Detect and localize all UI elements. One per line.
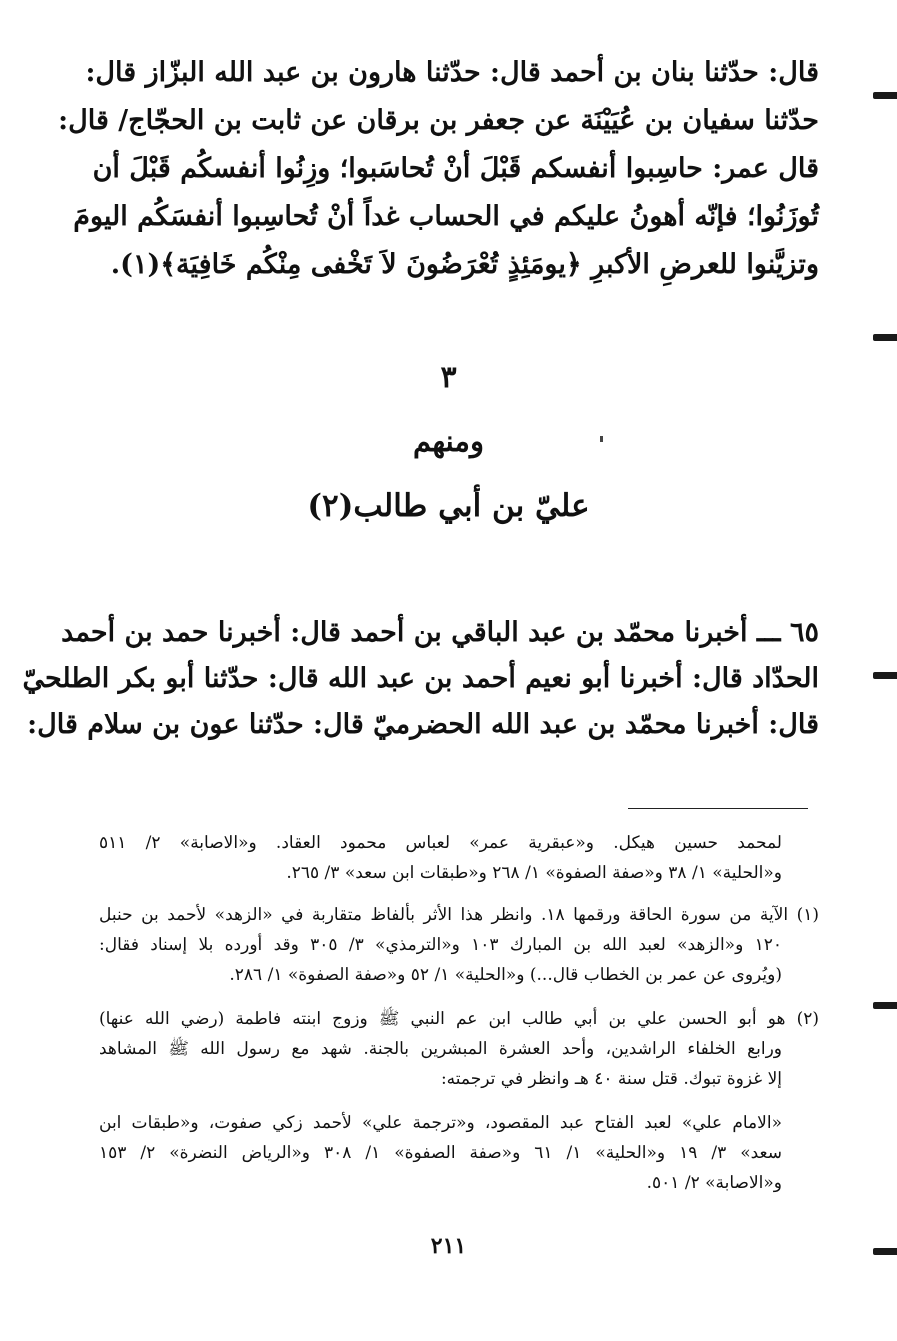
- text-line: الحدّاد قال: أخبرنا أبو نعيم أحمد بن عبد الله قال: حدّثنا أبو بكر الطلحيّ: [22, 663, 819, 694]
- footnote-2-line: سعد» ٣/ ١٩ و«الحلية» ١/ ٦١ و«صفة الصفوة» ١/ ٣٠٨ و«الرياض النضرة» ٢/ ١٥٣: [99, 1143, 782, 1163]
- footnote-2-line: (٢) هو أبو الحسن علي بن أبي طالب ابن عم النبي ﷺ وزوج ابنته فاطمة (رضي الله عنها): [99, 1009, 819, 1029]
- footnote-1-line: ١٢٠ و«الزهد» لعبد الله بن المبارك ١٠٣ و«الترمذي» ٣/ ٣٠٥ وقد أورده بلا إسناد فقال:: [99, 935, 782, 955]
- footnote-1-line: (١) الآية من سورة الحاقة ورقمها ١٨. وانظر هذا الأثر بألفاظ متقاربة في «الزهد» لأحمد بن حنبل: [99, 905, 819, 925]
- section-number: ٣: [440, 360, 457, 395]
- text-line: ٦٥ ـــ أخبرنا محمّد بن عبد الباقي بن أحمد قال: أخبرنا حمد بن أحمد: [61, 617, 819, 648]
- text-line: قال: حدّثنا بنان بن أحمد قال: حدّثنا هارون بن عبد الله البزّاز قال:: [85, 57, 819, 88]
- scan-edge-mark: [873, 92, 897, 99]
- text-line: قال عمر: حاسِبوا أنفسكم قَبْلَ أنْ تُحاسَبوا؛ وزِنُوا أنفسكُم قَبْلَ أن: [92, 153, 819, 184]
- scan-edge-mark: [873, 1002, 897, 1009]
- footnote-1-line: (ويُروى عن عمر بن الخطاب قال...) و«الحلية» ١/ ٥٢ و«صفة الصفوة» ١/ ٢٨٦.: [229, 965, 782, 985]
- text-line: حدّثنا سفيان بن عُيَيْنَة عن جعفر بن برقان عن ثابت بن الحجّاج/ قال:: [58, 105, 819, 136]
- section-subtitle: عليّ بن أبي طالب(٢): [307, 488, 590, 524]
- scan-edge-mark: [873, 672, 897, 679]
- footnote-2-line: ورابع الخلفاء الراشدين، وأحد العشرة المبشرين بالجنة. شهد مع رسول الله ﷺ المشاهد: [99, 1039, 782, 1059]
- footnote-2-line: إلا غزوة تبوك. قتل سنة ٤٠ هـ وانظر في ترجمته:: [440, 1069, 782, 1089]
- scan-speck: [600, 436, 603, 442]
- footnote-2-line: و«الاصابة» ٢/ ٥٠١.: [646, 1173, 782, 1193]
- footnote-2-line: «الامام علي» لعبد الفتاح عبد المقصود، و«ترجمة علي» لأحمد زكي صفوت، و«طبقات ابن: [99, 1113, 782, 1133]
- page-number: ٢١١: [430, 1233, 467, 1259]
- scan-edge-mark: [873, 1248, 897, 1255]
- footnote-line: و«الحلية» ١/ ٣٨ و«صفة الصفوة» ١/ ٢٦٨ و«طبقات ابن سعد» ٣/ ٢٦٥.: [286, 863, 782, 883]
- scan-edge-mark: [873, 334, 897, 341]
- text-line: تُوزَنُوا؛ فإنّه أهونُ عليكم في الحساب غداً أنْ تُحاسِبوا أنفسَكُم اليومَ: [73, 201, 819, 232]
- footnote-separator: [628, 808, 808, 809]
- section-heading: ومنهم: [413, 424, 484, 458]
- footnote-line: لمحمد حسين هيكل. و«عبقرية عمر» لعباس محمود العقاد. و«الاصابة» ٢/ ٥١١: [99, 833, 782, 853]
- text-line: قال: أخبرنا محمّد بن عبد الله الحضرميّ قال: حدّثنا عون بن سلام قال:: [27, 709, 819, 740]
- text-line: وتزيَّنوا للعرضِ الأكبرِ ﴿يومَئِذٍ تُعْرَضُونَ لاَ تَخْفى مِنْكُم خَافِيَة﴾(١).: [110, 249, 819, 280]
